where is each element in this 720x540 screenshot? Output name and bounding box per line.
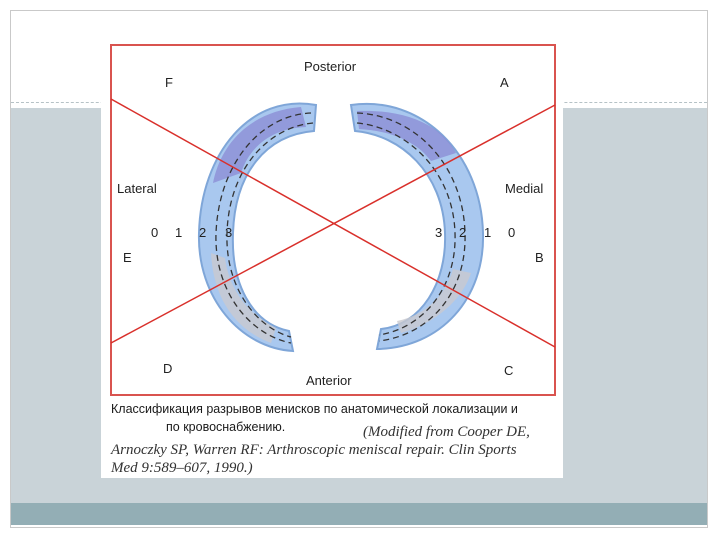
zone-label-left-0: 0 xyxy=(151,225,159,240)
zone-label-right-0: 0 xyxy=(508,225,516,240)
figure-border xyxy=(111,45,555,395)
caption-ru-line-2: по кровоснабжению. xyxy=(166,420,286,434)
caption-ru xyxy=(111,400,559,418)
zone-label-right-1: 1 xyxy=(484,225,492,240)
label-zone-F: F xyxy=(165,75,173,90)
zone-label-left-3: 3 xyxy=(225,225,233,240)
zone-label-left-1: 1 xyxy=(175,225,183,240)
zone-label-right-3: 3 xyxy=(435,225,443,240)
label-zone-D: D xyxy=(163,361,173,376)
label-anterior: Anterior xyxy=(306,373,352,388)
label-zone-B: B xyxy=(535,250,544,265)
slide-footer-bar xyxy=(11,503,707,525)
label-posterior: Posterior xyxy=(304,59,357,74)
credit-line-3: Med 9:589–607, 1990.) xyxy=(111,460,253,476)
label-zone-E: E xyxy=(123,250,132,265)
zone-label-right-2: 2 xyxy=(459,225,467,240)
caption-ru-line-1: Классификация разрывов менисков по анатомической локализации и xyxy=(111,402,518,416)
credit-line-1: (Modified from Cooper DE, xyxy=(363,424,530,440)
label-medial: Medial xyxy=(505,181,544,196)
credit-line-2: Arnoczky SP, Warren RF: Arthroscopic meniscal repair. Clin Sports xyxy=(111,442,517,458)
label-zone-C: C xyxy=(504,363,514,378)
label-lateral: Lateral xyxy=(117,181,157,196)
meniscus-figure xyxy=(101,43,563,478)
label-zone-A: A xyxy=(500,75,509,90)
source-credit xyxy=(111,423,561,477)
zone-label-left-2: 2 xyxy=(199,225,207,240)
